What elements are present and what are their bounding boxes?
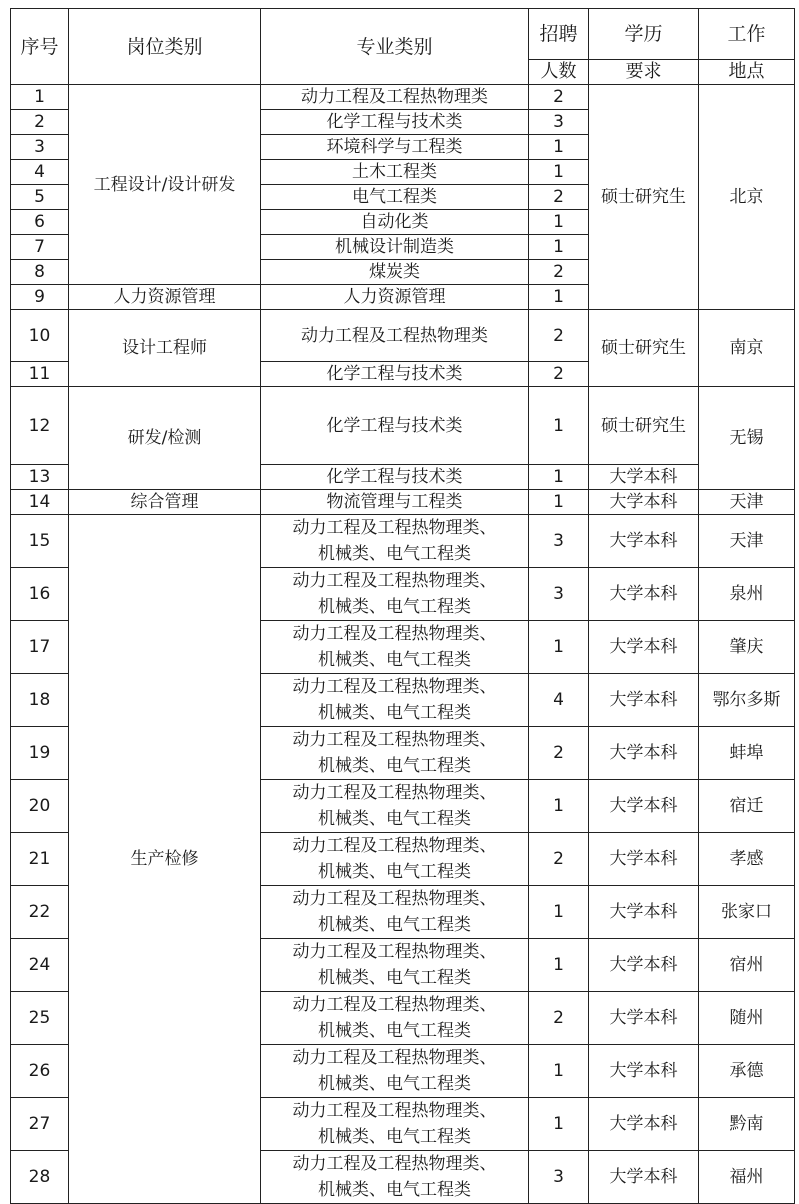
cell-major: 化学工程与技术类 <box>261 110 529 135</box>
major-line-1: 动力工程及工程热物理类、 <box>292 1101 497 1121</box>
table-row <box>11 85 795 110</box>
header-count-bottom: 人数 <box>529 60 589 85</box>
header-loc-top: 工作 <box>699 9 795 60</box>
major-line-2: 机械类、电气工程类 <box>318 1127 471 1147</box>
major-line-2: 机械类、电气工程类 <box>318 968 471 988</box>
recruitment-table-sheet <box>10 8 794 1200</box>
cell-major: 电气工程类 <box>261 185 529 210</box>
major-line-1: 动力工程及工程热物理类、 <box>292 889 497 909</box>
cell-loc: 蚌埠 <box>699 727 795 780</box>
cell-seq: 15 <box>11 515 69 568</box>
cell-count: 4 <box>529 674 589 727</box>
major-line-1: 动力工程及工程热物理类、 <box>292 1154 497 1174</box>
cell-count: 1 <box>529 210 589 235</box>
cell-seq: 14 <box>11 490 69 515</box>
cell-seq: 11 <box>11 362 69 387</box>
cell-count: 3 <box>529 1151 589 1204</box>
cell-count: 1 <box>529 285 589 310</box>
cell-position-production: 生产检修 <box>69 515 261 1204</box>
cell-major: 物流管理与工程类 <box>261 490 529 515</box>
major-line-2: 机械类、电气工程类 <box>318 1180 471 1200</box>
header-major: 专业类别 <box>261 9 529 85</box>
cell-count: 1 <box>529 939 589 992</box>
cell-major: 自动化类 <box>261 210 529 235</box>
cell-seq: 4 <box>11 160 69 185</box>
cell-major <box>261 992 529 1045</box>
cell-seq: 22 <box>11 886 69 939</box>
cell-major <box>261 1151 529 1204</box>
cell-count: 1 <box>529 387 589 465</box>
cell-edu: 大学本科 <box>589 490 699 515</box>
cell-loc: 黔南 <box>699 1098 795 1151</box>
cell-edu: 硕士研究生 <box>589 387 699 465</box>
cell-major <box>261 886 529 939</box>
cell-edu: 大学本科 <box>589 992 699 1045</box>
cell-count: 2 <box>529 185 589 210</box>
cell-edu: 大学本科 <box>589 780 699 833</box>
cell-count: 1 <box>529 135 589 160</box>
cell-seq: 18 <box>11 674 69 727</box>
cell-major: 动力工程及工程热物理类 <box>261 310 529 362</box>
major-line-2: 机械类、电气工程类 <box>318 703 471 723</box>
cell-edu: 大学本科 <box>589 833 699 886</box>
cell-edu: 大学本科 <box>589 1151 699 1204</box>
cell-loc: 张家口 <box>699 886 795 939</box>
cell-seq: 25 <box>11 992 69 1045</box>
major-line-2: 机械类、电气工程类 <box>318 597 471 617</box>
cell-count: 2 <box>529 362 589 387</box>
cell-major <box>261 515 529 568</box>
cell-major: 化学工程与技术类 <box>261 362 529 387</box>
cell-edu: 大学本科 <box>589 1045 699 1098</box>
cell-seq: 1 <box>11 85 69 110</box>
cell-major <box>261 1045 529 1098</box>
cell-count: 1 <box>529 621 589 674</box>
header-count-top: 招聘 <box>529 9 589 60</box>
cell-major: 环境科学与工程类 <box>261 135 529 160</box>
major-line-1: 动力工程及工程热物理类、 <box>292 783 497 803</box>
cell-loc: 孝感 <box>699 833 795 886</box>
table-row <box>11 515 795 568</box>
major-line-1: 动力工程及工程热物理类、 <box>292 571 497 591</box>
major-line-1: 动力工程及工程热物理类、 <box>292 1048 497 1068</box>
cell-edu: 大学本科 <box>589 939 699 992</box>
cell-position-design-engineer: 设计工程师 <box>69 310 261 387</box>
cell-seq: 24 <box>11 939 69 992</box>
cell-count: 2 <box>529 260 589 285</box>
cell-edu-beijing-group: 硕士研究生 <box>589 85 699 310</box>
cell-major: 人力资源管理 <box>261 285 529 310</box>
cell-seq: 16 <box>11 568 69 621</box>
major-line-2: 机械类、电气工程类 <box>318 915 471 935</box>
table-row <box>11 490 795 515</box>
table-row <box>11 387 795 465</box>
cell-loc: 泉州 <box>699 568 795 621</box>
header-loc-bottom: 地点 <box>699 60 795 85</box>
cell-position-rnd-testing: 研发/检测 <box>69 387 261 490</box>
major-line-1: 动力工程及工程热物理类、 <box>292 624 497 644</box>
cell-edu-nanjing-group: 硕士研究生 <box>589 310 699 387</box>
cell-seq: 3 <box>11 135 69 160</box>
cell-seq: 10 <box>11 310 69 362</box>
cell-major <box>261 727 529 780</box>
cell-loc: 天津 <box>699 490 795 515</box>
cell-seq: 28 <box>11 1151 69 1204</box>
cell-count: 1 <box>529 780 589 833</box>
cell-count: 2 <box>529 833 589 886</box>
cell-count: 1 <box>529 1098 589 1151</box>
cell-position: 综合管理 <box>69 490 261 515</box>
cell-major <box>261 568 529 621</box>
cell-seq: 12 <box>11 387 69 465</box>
cell-major: 化学工程与技术类 <box>261 465 529 490</box>
cell-seq: 2 <box>11 110 69 135</box>
cell-seq: 7 <box>11 235 69 260</box>
cell-seq: 20 <box>11 780 69 833</box>
cell-count: 2 <box>529 310 589 362</box>
cell-seq: 21 <box>11 833 69 886</box>
major-line-2: 机械类、电气工程类 <box>318 1074 471 1094</box>
cell-count: 3 <box>529 568 589 621</box>
cell-count: 2 <box>529 727 589 780</box>
header-seq: 序号 <box>11 9 69 85</box>
major-line-2: 机械类、电气工程类 <box>318 1021 471 1041</box>
cell-seq: 27 <box>11 1098 69 1151</box>
header-row-top <box>11 9 795 60</box>
major-line-1: 动力工程及工程热物理类、 <box>292 836 497 856</box>
table-row <box>11 310 795 362</box>
cell-seq: 9 <box>11 285 69 310</box>
cell-count: 1 <box>529 160 589 185</box>
cell-loc-wuxi: 无锡 <box>699 387 795 490</box>
major-line-1: 动力工程及工程热物理类、 <box>292 518 497 538</box>
cell-loc-beijing: 北京 <box>699 85 795 310</box>
cell-seq: 13 <box>11 465 69 490</box>
cell-seq: 5 <box>11 185 69 210</box>
cell-count: 3 <box>529 110 589 135</box>
major-line-1: 动力工程及工程热物理类、 <box>292 995 497 1015</box>
cell-edu: 大学本科 <box>589 886 699 939</box>
cell-loc: 福州 <box>699 1151 795 1204</box>
cell-major: 煤炭类 <box>261 260 529 285</box>
cell-major <box>261 621 529 674</box>
header-edu-bottom: 要求 <box>589 60 699 85</box>
cell-loc: 肇庆 <box>699 621 795 674</box>
cell-count: 1 <box>529 465 589 490</box>
cell-count: 3 <box>529 515 589 568</box>
cell-count: 1 <box>529 235 589 260</box>
cell-count: 2 <box>529 85 589 110</box>
cell-major: 化学工程与技术类 <box>261 387 529 465</box>
cell-count: 2 <box>529 992 589 1045</box>
header-position: 岗位类别 <box>69 9 261 85</box>
cell-count: 1 <box>529 1045 589 1098</box>
cell-loc: 宿迁 <box>699 780 795 833</box>
cell-count: 1 <box>529 490 589 515</box>
cell-edu: 大学本科 <box>589 515 699 568</box>
major-line-1: 动力工程及工程热物理类、 <box>292 730 497 750</box>
cell-major <box>261 939 529 992</box>
cell-loc-nanjing: 南京 <box>699 310 795 387</box>
cell-seq: 19 <box>11 727 69 780</box>
cell-loc: 承德 <box>699 1045 795 1098</box>
cell-count: 1 <box>529 886 589 939</box>
cell-major: 动力工程及工程热物理类 <box>261 85 529 110</box>
cell-major: 机械设计制造类 <box>261 235 529 260</box>
cell-major <box>261 780 529 833</box>
cell-seq: 26 <box>11 1045 69 1098</box>
major-line-2: 机械类、电气工程类 <box>318 756 471 776</box>
cell-major <box>261 1098 529 1151</box>
cell-loc: 天津 <box>699 515 795 568</box>
cell-major: 土木工程类 <box>261 160 529 185</box>
cell-loc: 宿州 <box>699 939 795 992</box>
cell-loc: 鄂尔多斯 <box>699 674 795 727</box>
cell-seq: 17 <box>11 621 69 674</box>
cell-position-engineering-design: 工程设计/设计研发 <box>69 85 261 285</box>
major-line-2: 机械类、电气工程类 <box>318 650 471 670</box>
cell-position: 人力资源管理 <box>69 285 261 310</box>
cell-major <box>261 674 529 727</box>
cell-loc: 随州 <box>699 992 795 1045</box>
cell-edu: 大学本科 <box>589 621 699 674</box>
major-line-2: 机械类、电气工程类 <box>318 862 471 882</box>
recruitment-table <box>10 8 795 1204</box>
cell-edu: 大学本科 <box>589 568 699 621</box>
cell-seq: 6 <box>11 210 69 235</box>
cell-seq: 8 <box>11 260 69 285</box>
major-line-1: 动力工程及工程热物理类、 <box>292 677 497 697</box>
cell-edu: 大学本科 <box>589 674 699 727</box>
cell-edu: 大学本科 <box>589 1098 699 1151</box>
cell-edu: 大学本科 <box>589 465 699 490</box>
major-line-1: 动力工程及工程热物理类、 <box>292 942 497 962</box>
cell-major <box>261 833 529 886</box>
major-line-2: 机械类、电气工程类 <box>318 809 471 829</box>
cell-edu: 大学本科 <box>589 727 699 780</box>
major-line-2: 机械类、电气工程类 <box>318 544 471 564</box>
header-edu-top: 学历 <box>589 9 699 60</box>
